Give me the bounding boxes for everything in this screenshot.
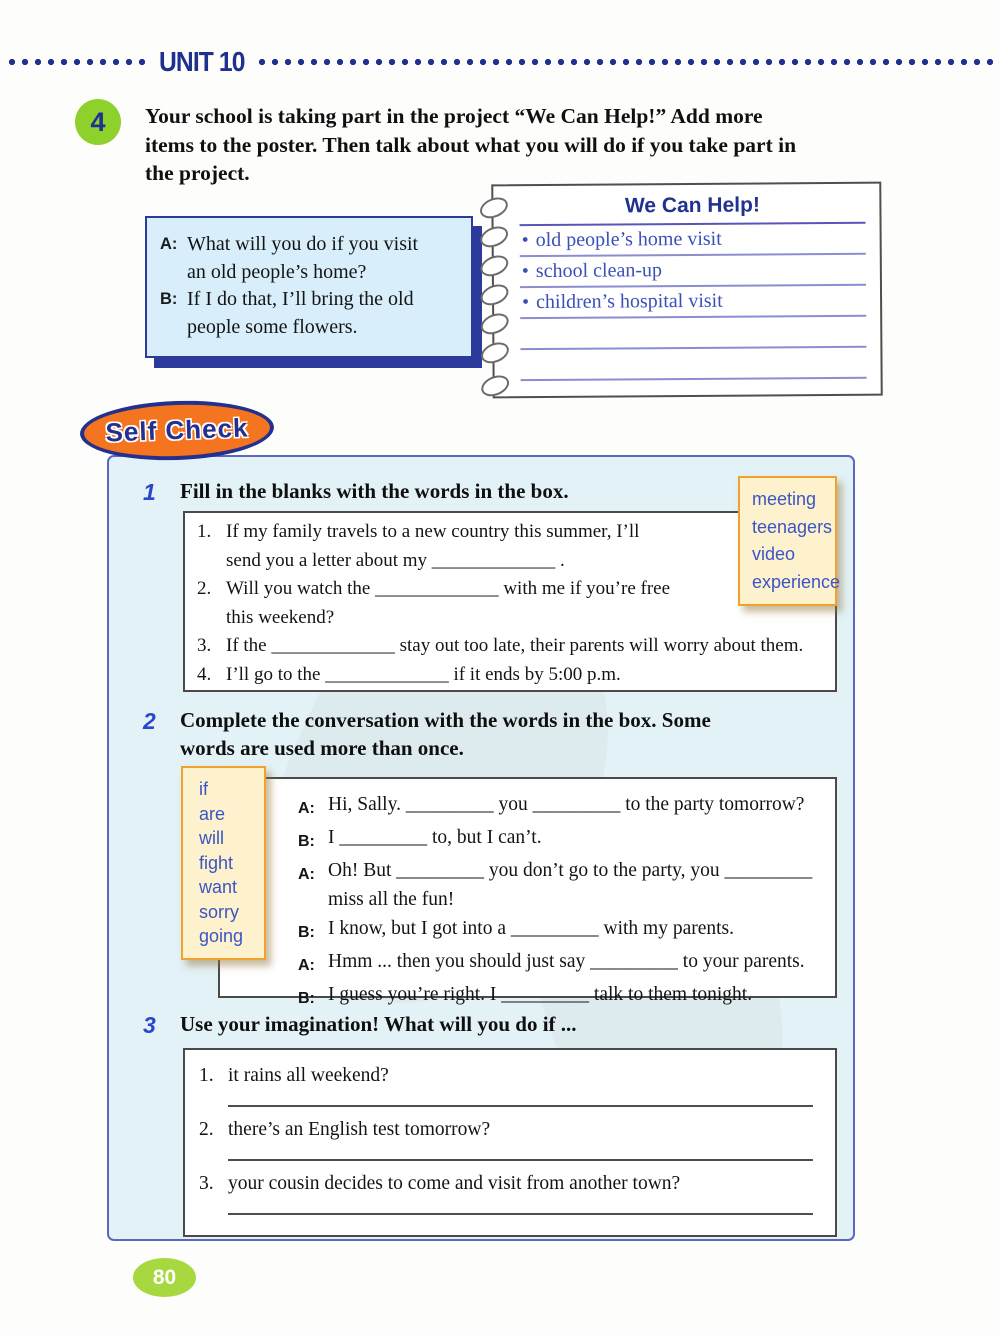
exercise-item — [197, 661, 825, 690]
item-number: 3. — [199, 1173, 214, 1194]
speaker-label: B: — [298, 833, 315, 850]
section-number: 3 — [143, 1012, 156, 1038]
section-number: 1 — [143, 479, 156, 505]
exercise-box-2 — [218, 777, 837, 1007]
section-heading-line: words are used more than once. — [180, 735, 464, 760]
word-box-item: are — [199, 803, 226, 824]
item-number: 2. — [197, 578, 212, 599]
answer-line — [228, 1159, 813, 1161]
speaker-label: A: — [298, 866, 315, 883]
poster-item — [520, 224, 866, 257]
dialog-text-line: people some flowers. — [187, 315, 358, 338]
item-number: 3. — [197, 635, 212, 656]
item-number: 2. — [199, 1119, 214, 1140]
instruction-line: items to the poster. Then talk about what you will do if you take part in — [145, 132, 797, 157]
exercise-item — [199, 1116, 823, 1143]
exercise-box-3 — [183, 1048, 837, 1237]
conversation-line — [298, 823, 827, 856]
word-box — [181, 766, 266, 960]
dialog-text — [187, 286, 461, 341]
exercise-line: send you a letter about my _____________ . — [226, 549, 565, 571]
word-box-item: meeting — [752, 489, 817, 509]
speaker-label: B: — [298, 990, 315, 1007]
word-box-item: want — [199, 877, 238, 897]
task-number-badge: 4 — [75, 99, 121, 145]
bullet-icon: • — [522, 291, 530, 314]
spiral-ring-icon — [477, 252, 511, 281]
poster-item-text: children’s hospital visit — [536, 289, 723, 314]
poster-item-text: old people’s home visit — [535, 227, 722, 252]
exercise-line: your cousin decides to come and visit from another town? — [228, 1173, 681, 1194]
dialog-line — [160, 286, 461, 341]
word-box-item: teenagers — [752, 516, 833, 537]
dialog-text-line: an old people’s home? — [187, 260, 367, 283]
conversation-text: miss all the fun! — [328, 889, 455, 910]
self-check-label: Self Check — [105, 412, 249, 448]
exercise-item — [197, 575, 825, 632]
page-number: 80 — [152, 1265, 177, 1289]
poster-notepad — [491, 182, 882, 399]
exercise-item — [197, 518, 825, 575]
speaker-label: A: — [298, 957, 315, 974]
conversation-line — [298, 856, 827, 914]
exercise-item — [197, 632, 825, 661]
spiral-ring-icon — [478, 310, 512, 339]
dotted-line-left-icon — [8, 58, 150, 66]
exercise-item — [199, 1062, 823, 1089]
speaker-label: A: — [160, 235, 178, 253]
dialog-text-line: If I do that, I’ll bring the old — [187, 288, 414, 310]
word-box-item: fight — [199, 852, 234, 873]
conversation-line — [298, 790, 827, 823]
poster-blank-line — [520, 348, 866, 381]
page-number-badge — [133, 1258, 196, 1297]
exercise-line: it rains all weekend? — [228, 1065, 389, 1086]
spiral-ring-icon — [478, 339, 512, 368]
task-instruction — [145, 102, 796, 188]
poster-title: We Can Help! — [624, 193, 760, 218]
conversation-text: I guess you’re right. I _________ talk to them tonight. — [328, 984, 753, 1005]
spiral-ring-icon — [477, 223, 511, 252]
section-heading-line: Complete the conversation with the words in the box. Some — [180, 708, 711, 732]
item-number: 1. — [199, 1065, 214, 1086]
exercise-line: If the _____________ stay out too late, their parents will worry about them. — [226, 635, 804, 656]
item-number: 4. — [197, 663, 212, 685]
dialog-text — [187, 231, 461, 286]
exercise-line: this weekend? — [226, 606, 335, 628]
bullet-icon: • — [521, 229, 529, 252]
dotted-line-right-icon — [258, 58, 994, 66]
word-box-item: experience — [752, 571, 841, 592]
conversation-line — [298, 914, 827, 947]
conversation-text: I know, but I got into a _________ with my parents. — [328, 918, 735, 939]
instruction-line: the project. — [145, 161, 250, 185]
conversation-line — [298, 947, 827, 980]
poster-item — [520, 255, 866, 288]
item-number: 1. — [197, 521, 212, 542]
dialog-text-line: What will you do if you visit — [187, 233, 419, 255]
word-box-item: sorry — [199, 901, 239, 922]
speaker-label: B: — [160, 290, 178, 308]
example-dialog-box — [145, 216, 473, 358]
exercise-line: If my family travels to a new country this summer, I’ll — [226, 521, 640, 542]
poster-content — [519, 190, 866, 381]
unit-label: UNIT 10 — [159, 46, 245, 77]
instruction-line: Your school is taking part in the project “We Can Help!” Add more — [145, 104, 763, 128]
spiral-ring-icon — [477, 194, 511, 223]
bullet-icon: • — [521, 260, 529, 283]
conversation-line — [298, 980, 827, 1013]
section-heading — [180, 707, 711, 762]
self-check-badge — [79, 398, 275, 464]
word-box — [738, 476, 841, 606]
conversation-text: I _________ to, but I can’t. — [328, 827, 542, 848]
section-heading: Fill in the blanks with the words in the box. — [180, 479, 569, 503]
dialog-line — [160, 231, 461, 286]
poster-item-text: school clean-up — [535, 259, 663, 283]
exercise-line: there’s an English test tomorrow? — [228, 1119, 491, 1140]
section-number: 2 — [143, 708, 156, 734]
poster-blank-line — [520, 317, 866, 350]
spiral-ring-icon — [478, 372, 512, 401]
word-box-item: if — [199, 779, 208, 799]
answer-line — [228, 1105, 813, 1107]
word-box-item: video — [752, 544, 796, 564]
spiral-ring-icon — [478, 281, 512, 310]
speaker-label: A: — [298, 800, 315, 817]
self-check-panel — [107, 455, 855, 1241]
exercise-line: Will you watch the _____________ with me if you’re free — [226, 578, 671, 599]
conversation-text: Oh! But _________ you don’t go to the party, you _________ — [328, 860, 813, 881]
poster-title-row — [519, 190, 865, 226]
conversation-text: Hmm ... then you should just say _________ to your parents. — [328, 951, 805, 972]
exercise-item — [199, 1170, 823, 1197]
section-heading: Use your imagination! What will you do if ... — [180, 1012, 577, 1036]
answer-line — [228, 1213, 813, 1215]
speaker-label: B: — [298, 924, 315, 941]
poster-item — [520, 286, 866, 319]
word-box-item: going — [199, 926, 244, 946]
conversation-text: Hi, Sally. _________ you _________ to the party tomorrow? — [328, 794, 805, 815]
word-box-item: will — [199, 828, 224, 848]
exercise-line: I’ll go to the _____________ if it ends by 5:00 p.m. — [226, 663, 621, 685]
